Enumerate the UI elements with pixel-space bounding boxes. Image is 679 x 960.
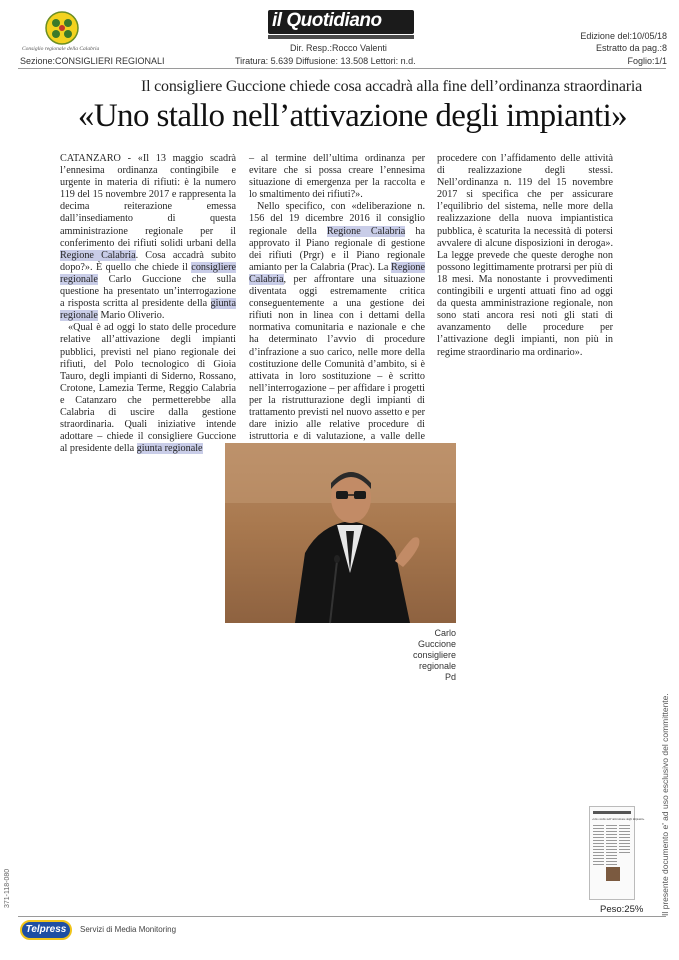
regional-council-logo xyxy=(42,10,82,46)
column-3 xyxy=(437,153,613,359)
article-photo xyxy=(225,443,456,623)
header-rule xyxy=(18,68,666,69)
highlight-regione-calabria: Regione Calabria xyxy=(60,249,136,261)
extract-page: Estratto da pag.:8 xyxy=(595,43,667,53)
masthead xyxy=(268,10,414,34)
director: Dir. Resp.:Rocco Valenti xyxy=(290,43,387,53)
usage-notice: Il presente documento e' ad uso esclusivo del committente. xyxy=(660,693,670,916)
thumbnail-title: «Uno stallo nell’attivazione degli impianti» xyxy=(592,817,645,821)
caption-line: consigliere xyxy=(412,650,456,660)
caption-line: Guccione xyxy=(417,639,456,649)
caption-line: Carlo xyxy=(434,628,456,638)
text-run: , per affrontare una situazione diventata oggi estremamente critica conseguentemente a una gestione dei rifiuti non in linea con i dettami della normativa comunitaria e nazionale e che ha determinato l’avvio di procedure d’infrazione a suo carico, nelle more della costituzione delle Comunità d’ambito, si è attivata in loro sostituzione – è scritto nell’interrogazione – per affidare i progetti per la ristrutturazione degli impianti di trattamento previsti nel nuovo assetto e per dare inizio alle relative procedure di istruttoria e di valutazione, a valle delle xyxy=(249,273,425,443)
document-code: 371-118-080 xyxy=(4,868,11,908)
section-label: Sezione: xyxy=(20,56,56,66)
article-title: «Uno stallo nell’attivazione degli impianti» xyxy=(77,98,628,134)
highlight-regione-calabria: Regione Calabria xyxy=(326,225,406,237)
highlight-regione-calabria: Regione Calabria xyxy=(249,261,425,285)
text-run: «Qual è ad oggi lo stato delle procedure relative all’attivazione degli impianti pubblici, previsti nel piano regionale dei rifiuti, del Polo tecnologico di Gioia Tauro, degli impianti di Siderno, Rossano, Crotone, Lamezia Terme, Reggio Calabria e Catanzaro che permetterebbe alla Calabria di uscire dalla gestione straordinaria. Quali iniziative intende adottare – chiede il consigliere Guccione al presidente della xyxy=(60,322,236,455)
col1-paragraph-1 xyxy=(60,153,236,322)
footer-rule xyxy=(18,916,666,917)
highlight-consigliere-regionale: consigliere regionale xyxy=(60,261,236,285)
brand-tagline: Servizi di Media Monitoring xyxy=(80,925,177,934)
section-value: CONSIGLIERI REGIONALI xyxy=(55,56,165,66)
col2-paragraph-1 xyxy=(249,153,425,201)
photo-caption xyxy=(410,628,456,683)
brand-name: Telpress xyxy=(25,924,67,935)
text-run: Mario Oliverio. xyxy=(97,310,165,322)
col3-paragraph-1: procedere con l’affidamento delle attività di realizzazione degli stessi. Nell’ordinanza n. 119 del 15 novembre 2017 si specifica che per assicurare l’equilibrio del sistema, nelle more della realizzazione della nuova impiantistica pubblica, è scaturita la necessità di potersi avvalere di alcune disposizioni in deroga». La legge prevede che queste deroghe non possono legittimamente protrarsi per più di 18 mesi. Ma nonostante i provvedimenti contingibili e urgenti attuati fino ad oggi da questa amministrazione regionale, non sono stati ancora resi noti gli stati di avanzamento delle procedure per l’attivazione degli impianti, non più in regime straordinario ma ordinario». xyxy=(437,153,613,358)
col1-paragraph-2 xyxy=(60,322,236,455)
edition-date: Edizione del:10/05/18 xyxy=(580,31,667,41)
logo-caption: Consiglio regionale della Calabria xyxy=(22,46,100,52)
telpress-logo xyxy=(20,920,72,940)
column-2 xyxy=(249,153,425,455)
section-line xyxy=(20,56,165,66)
highlight-giunta-regionale: giunta regionale xyxy=(60,298,236,322)
masthead-title: il Quotidiano xyxy=(272,10,382,31)
article-kicker: Il consigliere Guccione chiede cosa accadrà alla fine dell’ordinanza straordinaria xyxy=(140,78,643,95)
highlight-giunta-regionale: giunta regionale xyxy=(136,443,203,455)
masthead-underline xyxy=(268,35,414,39)
weight-label: Peso:25% xyxy=(600,904,644,915)
text-run: . Cosa accadrà subito dopo?». È quello che chiede il xyxy=(60,249,236,273)
column-1 xyxy=(60,153,236,455)
text-run: CATANZARO - «Il 13 maggio scadrà l’ennesima ordinanza contingibile e urgente in materia di rifiuti: è la numero 119 del 15 novembre 2017 e rappresenta la decima reiterazione emessa dall’insediamento di questa amministrazione regionale per il conferimento dei rifiuti solidi urbani della xyxy=(60,153,236,249)
text-run: – al termine dell’ultima ordinanza per evitare che si possa creare l’ennesima situazione di emergenza per la raccolta e lo smaltimento dei rifiuti?». xyxy=(249,153,425,201)
caption-line: regionale Pd xyxy=(418,661,456,682)
circulation: Tiratura: 5.639 Diffusione: 13.508 Lettori: n.d. xyxy=(235,56,416,66)
sheet-number: Foglio:1/1 xyxy=(627,56,667,66)
col2-paragraph-2 xyxy=(249,201,425,455)
text-run: Nello specifico, con «deliberazione n. 156 del 19 dicembre 2016 il consiglio regionale della xyxy=(249,201,425,237)
text-run: ha approvato il Piano regionale di gestione dei rifiuti (Prgr) e il Piano regionale amianto per la Calabria (Prac). La xyxy=(249,225,425,273)
text-run: Carlo Guccione che sulla questione ha presentato un’interrogazione a risposta scritta al presidente della xyxy=(60,273,236,310)
page-thumbnail xyxy=(589,806,645,900)
